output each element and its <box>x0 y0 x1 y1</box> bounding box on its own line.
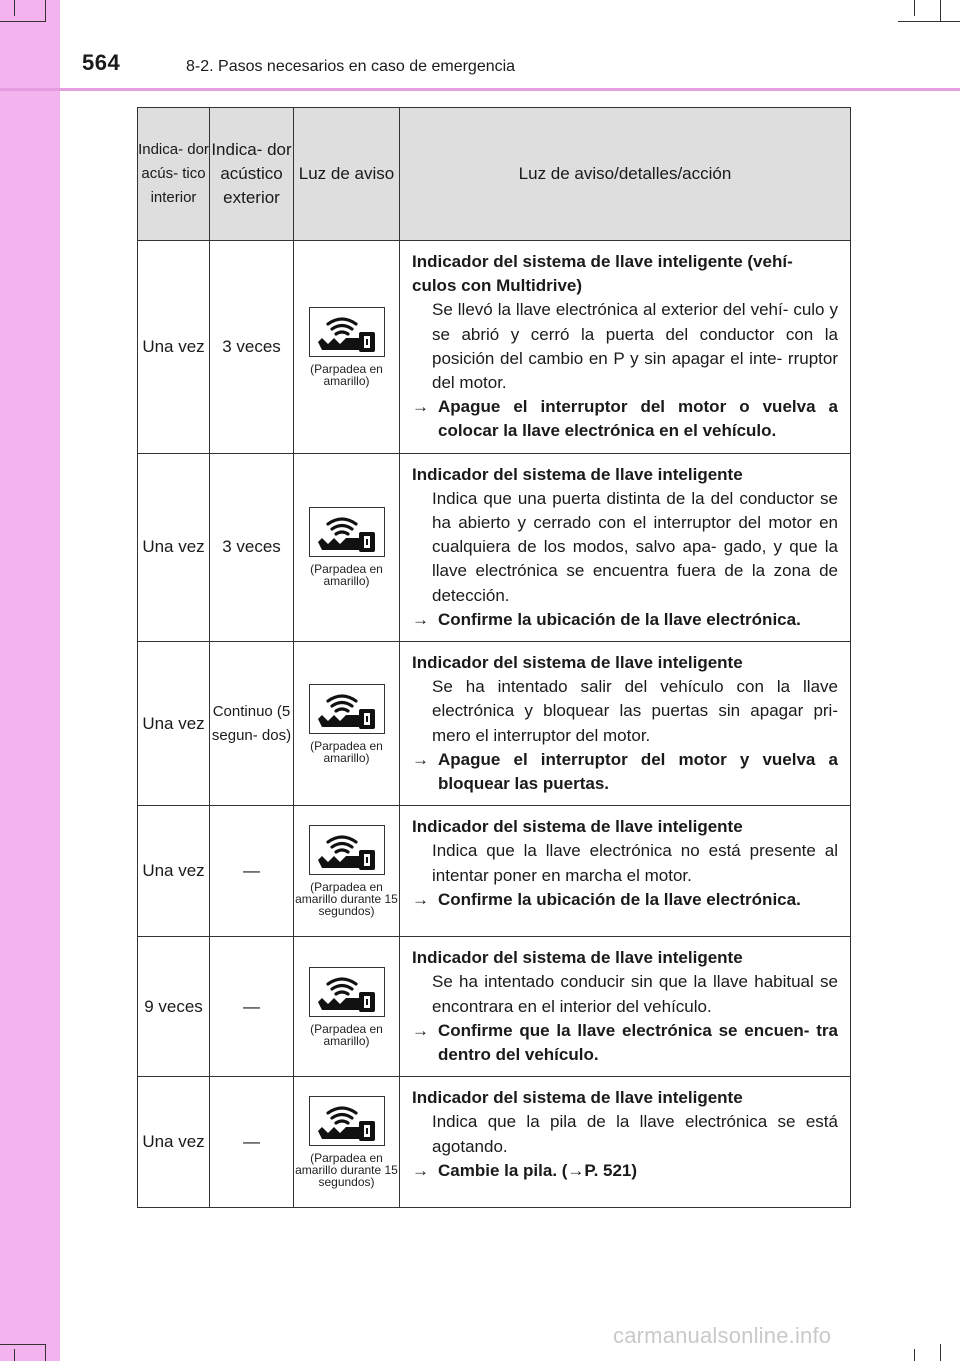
details-cell <box>400 937 851 1077</box>
table-row <box>138 937 851 1077</box>
warning-light-cell <box>294 937 400 1077</box>
indicator-title: Indicador del sistema de llave inteligente <box>412 464 743 484</box>
watermark: carmanualsonline.info <box>613 1323 832 1348</box>
crop-mark <box>914 1349 915 1361</box>
interior-buzzer-cell <box>138 937 210 1077</box>
exterior-buzzer-cell <box>210 1077 294 1208</box>
smart-key-indicator-icon <box>309 967 385 1017</box>
blink-caption: (Parpadea en amarillo) <box>310 738 383 765</box>
indicator-title: Indicador del sistema de llave inteligente <box>412 948 743 968</box>
warning-light-cell <box>294 806 400 937</box>
blink-caption: (Parpadea en amarillo) <box>310 1021 383 1048</box>
arrow-icon: → <box>412 609 429 629</box>
action-line <box>412 395 838 443</box>
warning-light-cell <box>294 241 400 454</box>
blink-caption: (Parpadea en amarillo durante 15 segundos) <box>295 1151 398 1190</box>
indicator-title: Indicador del sistema de llave inteligente <box>412 653 743 673</box>
exterior-buzzer-cell <box>210 806 294 937</box>
smart-key-indicator-icon <box>309 825 385 875</box>
action-line <box>412 1159 838 1183</box>
indicator-title: Indicador del sistema de llave inteligente <box>412 817 743 837</box>
action-line <box>412 1019 838 1067</box>
crop-mark <box>898 21 960 22</box>
smart-key-indicator-icon <box>309 507 385 557</box>
smart-key-indicator-icon <box>309 1096 385 1146</box>
interior-buzzer-value: Una vez <box>142 713 205 733</box>
indicator-description: Se ha intentado conducir sin que la llave habitual se encontrara en el interior del vehículo. <box>432 972 838 1016</box>
interior-buzzer-cell <box>138 453 210 641</box>
warning-light-cell <box>294 453 400 641</box>
details-cell <box>400 1077 851 1208</box>
arrow-icon: → <box>412 889 429 909</box>
warning-table <box>137 107 851 1208</box>
arrow-icon: → <box>412 1020 429 1040</box>
indicator-description: Se llevó la llave electrónica al exterior del vehí- culo y se abrió y cerró la puerta del conductor con la posición del cambio en P y sin apagar el inte- rruptor del motor. <box>432 300 838 393</box>
exterior-buzzer-cell <box>210 937 294 1077</box>
interior-buzzer-value: Una vez <box>142 861 205 881</box>
crop-mark <box>14 1349 15 1361</box>
page-edge-band <box>0 0 60 1361</box>
interior-buzzer-cell <box>138 241 210 454</box>
blink-caption: (Parpadea en amarillo durante 15 segundos) <box>295 880 398 919</box>
action-text: Confirme la ubicación de la llave electrónica. <box>438 889 801 909</box>
exterior-buzzer-cell <box>210 241 294 454</box>
interior-buzzer-cell <box>138 1077 210 1208</box>
section-title: 8-2. Pasos necesarios en caso de emergencia <box>186 58 516 75</box>
exterior-buzzer-value: 3 veces <box>222 336 281 356</box>
crop-mark <box>940 1344 941 1361</box>
action-line <box>412 748 838 796</box>
header-rule <box>0 88 960 91</box>
action-text: Confirme la ubicación de la llave electrónica. <box>438 609 801 629</box>
table-header-row <box>138 108 851 241</box>
table-row <box>138 453 851 641</box>
exterior-buzzer-value: — <box>243 1132 260 1152</box>
exterior-buzzer-value: 3 veces <box>222 537 281 557</box>
details-cell <box>400 806 851 937</box>
interior-buzzer-value: Una vez <box>142 1132 205 1152</box>
indicator-description: Indica que una puerta distinta de la del conductor se ha abierto y cerrado con el interruptor del motor en cualquiera de los modos, salvo apa- gado, y que la llave electrónica se encuentra fuera de la zona de detección. <box>432 488 838 605</box>
smart-key-indicator-icon <box>309 307 385 357</box>
crop-mark <box>45 0 46 22</box>
exterior-buzzer-cell <box>210 453 294 641</box>
action-text: Apague el interruptor del motor o vuelva a colocar la llave electrónica en el vehículo. <box>438 397 838 441</box>
arrow-icon: → <box>412 749 429 769</box>
action-line <box>412 888 838 912</box>
arrow-icon: → <box>412 1160 429 1180</box>
indicator-description: Se ha intentado salir del vehículo con la llave electrónica y bloquear las puertas sin apagar pri- mero el interruptor del motor. <box>432 677 838 745</box>
smart-key-indicator-icon <box>309 684 385 734</box>
table-row <box>138 642 851 806</box>
crop-mark <box>0 21 46 22</box>
crop-mark <box>940 0 941 22</box>
exterior-buzzer-cell <box>210 642 294 806</box>
details-cell <box>400 453 851 641</box>
interior-buzzer-value: Una vez <box>142 336 205 356</box>
interior-buzzer-value: 9 veces <box>144 996 203 1016</box>
indicator-description: Indica que la pila de la llave electrónica se está agotando. <box>432 1112 838 1156</box>
table-row <box>138 806 851 937</box>
action-line <box>412 608 838 632</box>
page-number: 564 <box>82 50 121 75</box>
action-text: Confirme que la llave electrónica se encuen- tra dentro del vehículo. <box>438 1020 838 1065</box>
arrow-icon: → <box>412 397 429 417</box>
warning-light-cell <box>294 1077 400 1208</box>
exterior-buzzer-value: Continuo (5 segun- dos) <box>211 702 292 744</box>
indicator-description: Indica que la llave electrónica no está presente al intentar poner en marcha el motor. <box>432 841 838 885</box>
blink-caption: (Parpadea en amarillo) <box>310 562 383 589</box>
crop-mark <box>14 0 15 16</box>
interior-buzzer-value: Una vez <box>142 537 205 557</box>
blink-caption: (Parpadea en amarillo) <box>310 361 383 388</box>
exterior-buzzer-value: — <box>243 996 260 1016</box>
header-warning-light: Luz de aviso <box>294 108 400 241</box>
crop-mark <box>45 1344 46 1361</box>
warning-light-cell <box>294 642 400 806</box>
interior-buzzer-cell <box>138 642 210 806</box>
action-text: Apague el interruptor del motor y vuelva a bloquear las puertas. <box>438 749 838 794</box>
interior-buzzer-cell <box>138 806 210 937</box>
table-row <box>138 1077 851 1208</box>
details-cell <box>400 642 851 806</box>
exterior-buzzer-value: — <box>243 861 260 881</box>
table-row <box>138 241 851 454</box>
header-exterior-buzzer: Indica- dor acústico exterior <box>210 108 294 241</box>
action-text: Cambie la pila. (→P. 521) <box>438 1160 638 1180</box>
header-interior-buzzer: Indica- dor acús- tico interior <box>138 108 210 241</box>
indicator-title: Indicador del sistema de llave inteligente <box>412 1088 743 1108</box>
crop-mark <box>914 0 915 16</box>
header-details: Luz de aviso/detalles/acción <box>400 108 851 241</box>
details-cell <box>400 241 851 454</box>
indicator-title: Indicador del sistema de llave inteligente (vehí- culos con Multidrive) <box>412 252 793 296</box>
crop-mark <box>0 1344 46 1345</box>
